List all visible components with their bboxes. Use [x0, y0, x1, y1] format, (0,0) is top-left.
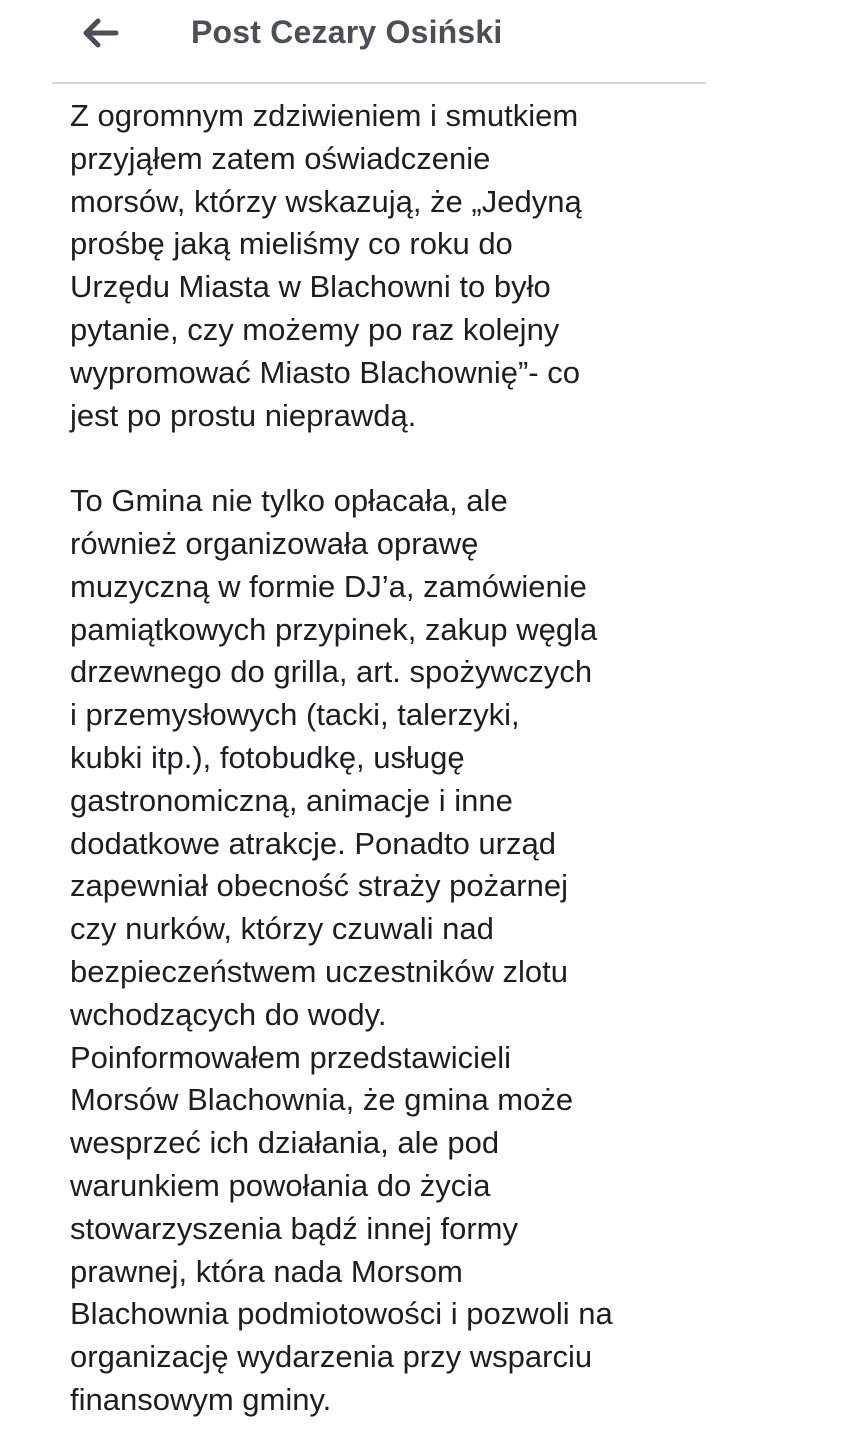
- back-button[interactable]: [78, 10, 124, 56]
- text-line: organizację wydarzenia przy wsparciu: [70, 1339, 593, 1375]
- text-line: stowarzyszenia bądź innej formy: [70, 1210, 518, 1246]
- text-line: czy nurków, którzy czuwali nad: [70, 911, 494, 947]
- text-line: To Gmina nie tylko opłacała, ale: [70, 483, 508, 519]
- paragraph-gap: [70, 437, 710, 480]
- post-text: [70, 95, 710, 1422]
- text-line: Morsów Blachownia, że gmina może: [70, 1082, 574, 1118]
- text-line: wypromować Miasto Blachownię”- co: [70, 354, 580, 390]
- arrow-left-icon: [83, 18, 119, 48]
- text-line: przyjąłem zatem oświadczenie: [70, 140, 491, 176]
- text-line: jest po prostu nieprawdą.: [70, 397, 417, 433]
- text-line: wchodzących do wody.: [70, 996, 387, 1032]
- text-line: Z ogromnym zdziwieniem i smutkiem: [70, 98, 579, 133]
- text-line: pamiątkowych przypinek, zakup węgla: [70, 611, 598, 647]
- text-line: dodatkowe atrakcje. Ponadto urząd: [70, 825, 556, 861]
- post-header: [0, 0, 844, 84]
- text-line: Poinformowałem przedstawicieli: [70, 1039, 512, 1075]
- text-line: prośbę jaką mieliśmy co roku do: [70, 226, 513, 262]
- text-line: gastronomiczną, animacje i inne: [70, 782, 513, 818]
- text-line: muzyczną w formie DJ’a, zamówienie: [70, 568, 587, 604]
- header-divider: [52, 82, 706, 84]
- text-line: prawnej, która nada Morsom: [70, 1253, 463, 1289]
- page-title: Post Cezary Osiński: [191, 14, 503, 50]
- text-line: morsów, którzy wskazują, że „Jedyną: [70, 183, 582, 219]
- text-line: finansowym gminy.: [70, 1381, 332, 1417]
- text-line: wesprzeć ich działania, ale pod: [70, 1125, 500, 1161]
- text-line: Urzędu Miasta w Blachowni to było: [70, 269, 551, 305]
- text-line: warunkiem powołania do życia: [70, 1167, 491, 1203]
- text-line: i przemysłowych (tacki, talerzyki,: [70, 697, 520, 733]
- post-paragraph-2: [70, 480, 710, 1422]
- post-paragraph-1: [70, 95, 710, 437]
- text-line: Blachownia podmiotowości i pozwoli na: [70, 1296, 613, 1332]
- text-line: drzewnego do grilla, art. spożywczych: [70, 654, 593, 690]
- text-line: bezpieczeństwem uczestników zlotu: [70, 953, 568, 989]
- text-line: również organizowała oprawę: [70, 525, 479, 561]
- text-line: pytanie, czy możemy po raz kolejny: [70, 311, 560, 347]
- text-line: kubki itp.), fotobudkę, usługę: [70, 739, 465, 775]
- text-line: zapewniał obecność straży pożarnej: [70, 868, 568, 904]
